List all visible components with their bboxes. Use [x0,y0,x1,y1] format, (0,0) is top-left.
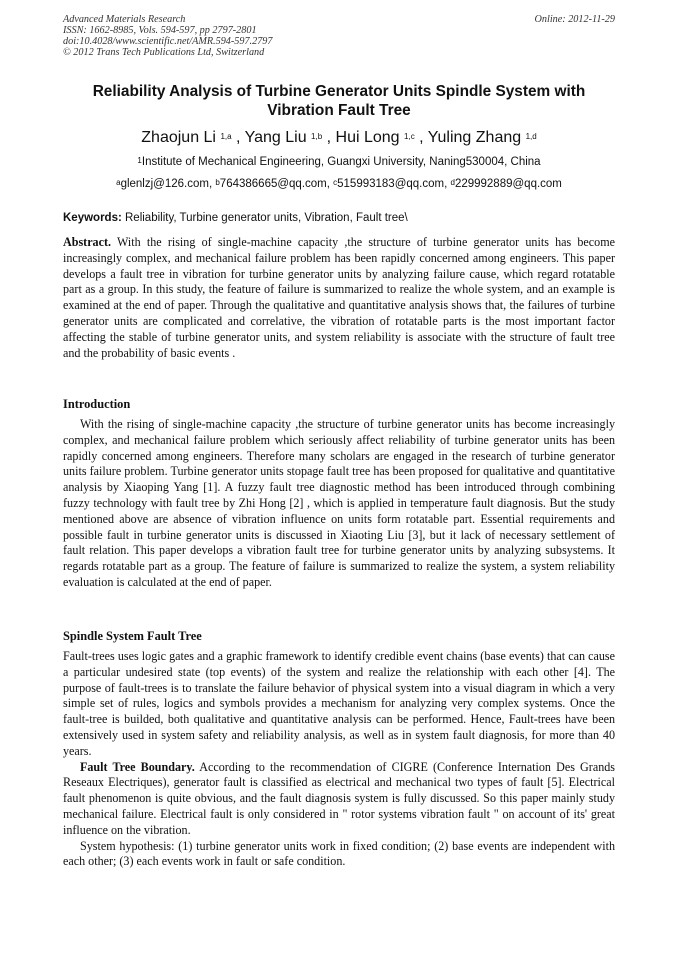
spindle-paragraph-2 [63,760,615,839]
spindle-paragraph-3: System hypothesis: (1) turbine generator units work in fixed condition; (2) base events are independent with each other; (3) each events work in fault or safe condition. [63,838,615,869]
keywords-label: Keywords: [63,212,122,224]
abstract [63,235,615,361]
email-address[interactable]: 764386665@qq.com, [219,178,334,190]
author-superscript: 1,d [525,132,537,141]
author-name: Yuling Zhang [427,129,522,146]
author-name: Hui Long [335,129,400,146]
introduction-body [63,417,615,591]
author-superscript: 1,a [220,132,232,141]
fault-tree-boundary-label: Fault Tree Boundary. [80,759,195,774]
affiliation [40,155,638,169]
author-separator: , [322,129,336,146]
title-line-2: Vibration Fault Tree [267,102,411,119]
email-address[interactable]: 229992889@qq.com [454,178,562,190]
email-superscript: a [116,178,121,187]
title-line-1: Reliability Analysis of Turbine Generator Units Spindle System with [92,83,586,100]
email-superscript: b [215,178,220,187]
email-list [40,177,638,191]
spindle-paragraph-1: Fault-trees uses logic gates and a graphic framework to identify credible event chains (base events) that can cause a particular undesired state (top events) of the system and realize the relationship with each other [4]. The purpose of fault-trees is to translate the failure behavior of physical system into a visual diagram in which a very simple set of rules, logics and symbols provides a mechanism for analyzing very complex systems. Once the fault-tree is builded, both qualitative and quantitative analysis can be performed. Hence, Fault-trees have been extensively used in system safety and reliability analysis, as well as in system fault diagnosis, for more than 40 years. [63,649,615,758]
doi-line[interactable]: doi:10.4028/www.scientific.net/AMR.594-597.2797 [63,36,273,47]
keywords [63,211,615,225]
author-superscript: 1,c [404,132,415,141]
author-list [40,128,638,148]
email-superscript: d [450,178,455,187]
journal-header [63,14,272,58]
fault-tree-boundary-text: According to the recommendation of CIGRE (Conference Internation Des Grands Reseaux Electriques), generator fault is classified as electrical and mechanical two types of fault [5]. Electrical fault phenomenon is quite obvious, and the fault diagnosis system is fully discussed. So this paper mainly study mechanical failure. Electrical fault is only considered in " rotor systems vibration fault " on account of its' great influence on the vibration. [63,759,615,837]
spindle-body [63,649,615,870]
author-name: Yang Liu [244,129,307,146]
journal-name: Advanced Materials Research [63,14,186,25]
abstract-label: Abstract. [63,235,112,249]
copyright-line: © 2012 Trans Tech Publications Ltd, Switzerland [63,47,265,58]
section-heading-spindle-fault-tree: Spindle System Fault Tree [63,629,202,643]
section-heading-introduction: Introduction [63,397,131,411]
email-address[interactable]: glenlzj@126.com, [120,178,216,190]
affiliation-superscript: 1 [137,156,142,165]
author-name: Zhaojun Li [141,129,216,146]
affiliation-text: Institute of Mechanical Engineering, Guangxi University, Naning530004, China [141,156,541,168]
email-address[interactable]: 515993183@qq.com, [337,178,451,190]
introduction-paragraph: With the rising of single-machine capacity ,the structure of turbine generator units has become increasingly complex, and mechanical failure problem which seriously affect reliability of turbine generator units has been rapidly concerned among engineers. Therefore many scholars are engaged in the research of turbine generator units failure problem. Turbine generator units stopage fault tree has been proposed for qualitative and quantitative analysis by Xiaoping Yang [1]. A fuzzy fault tree diagnostic method has been introduced through combining fuzzy technology with fault tree by Zhi Hong [2] , which is applied in temperature fault diagnosis. But the study mentioned above are absence of vibration influence on units form rotatable part. Essential requirements and possible fault in turbine generator units is discussed in Xiaoting Liu [3], but it lack of necessary settlement of fault relation. This paper develops a vibration fault tree for turbine generator units by analyzing subsystems. It regards rotatable part as a group. The feature of failure is summarized to realize the system, a system reliability evaluation is calculated at the end of paper. [63,417,615,589]
author-separator: , [414,129,428,146]
author-superscript: 1,b [311,132,323,141]
email-superscript: c [333,178,338,187]
online-date: Online: 2012-11-29 [534,14,615,25]
abstract-text: With the rising of single-machine capacity ,the structure of turbine generator units has become increasingly complex, and mechanical failure problem has been rapidly concerned among engineers. This paper develops a fault tree in vibration for turbine generator units by analyzing failure cause, which regard rotatable part as a group. In this study, the feature of failure is summarized to realize the whole system, and an example is examined at the end of paper. Through the qualitative and quantitative analysis shows that, the failures of turbine generator units are complicated and correlative, the vibration of rotatable parts is the most important factor affecting the stable of turbine generator units, and system reliability is associate with the structure of fault tree and the probability of basic events . [63,235,615,360]
issn-line: ISSN: 1662-8985, Vols. 594-597, pp 2797-2801 [63,25,257,36]
keywords-text: Reliability, Turbine generator units, Vibration, Fault tree\ [121,212,408,224]
paper-title [40,82,638,120]
author-separator: , [231,129,245,146]
